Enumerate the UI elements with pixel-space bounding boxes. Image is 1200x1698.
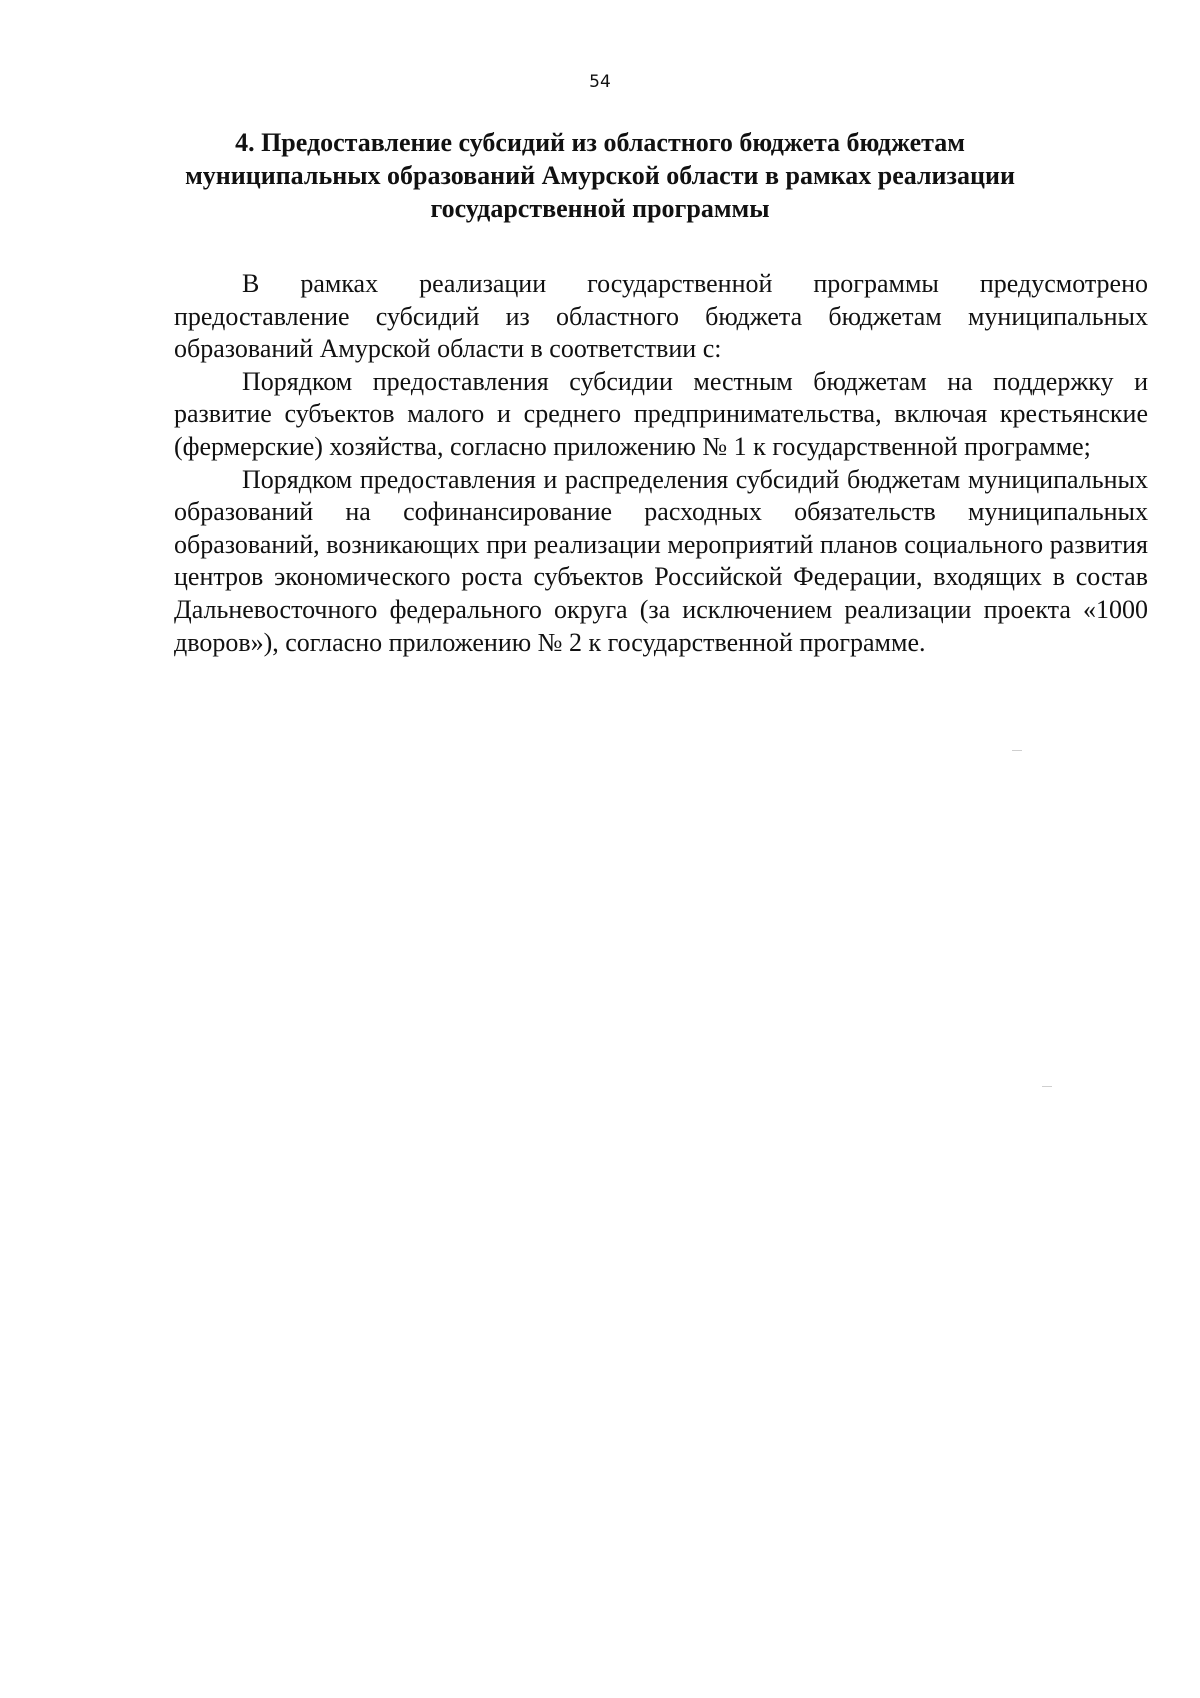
- body-text: [174, 268, 1148, 659]
- section-title-line: муниципальных образований Амурской области в рамках реализации: [185, 161, 1015, 190]
- section-title-line: государственной программы: [430, 194, 770, 223]
- page-number: 54: [589, 72, 611, 92]
- scan-speck: [1012, 750, 1022, 751]
- section-title: [150, 126, 1050, 225]
- procedure-paragraph-2: Порядком предоставления и распределения субсидий бюджетам муниципальных образований на софинансирование расходных обязательств муниципальных образований, возникающих при реализации мероприятий планов социального развития центров экономического роста субъектов Российской Федерации, входящих в состав Дальневосточного федерального округа (за исключением реализации проекта «1000 дворов»), согласно приложению № 2 к государственной программе.: [174, 464, 1148, 657]
- intro-paragraph: В рамках реализации государственной программы предусмотрено предоставление субсидий из областного бюджета бюджетам муниципальных образований Амурской области в соответствии с:: [174, 269, 1148, 364]
- section-title-line: 4. Предоставление субсидий из областного бюджета бюджетам: [235, 128, 965, 157]
- scan-speck: [1042, 1086, 1052, 1087]
- procedure-paragraph-1: Порядком предоставления субсидии местным бюджетам на поддержку и развитие субъектов малого и среднего предпринимательства, включая крестьянские (фермерские) хозяйства, согласно приложению № 1 к государственной программе;: [174, 366, 1148, 461]
